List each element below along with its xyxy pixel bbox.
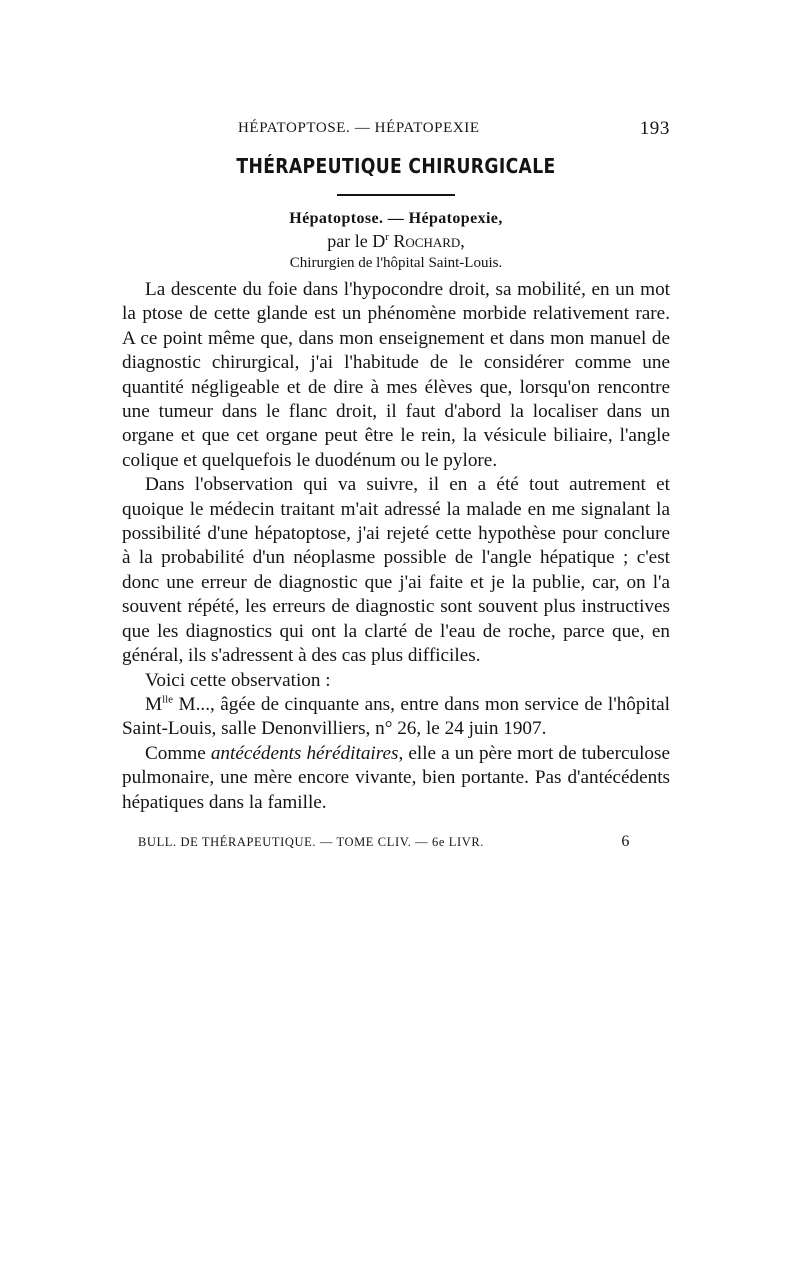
observation-text: M..., âgée de cinquante ans, entre dans mon service de l'hôpital Saint-Louis, salle Denonvilliers, n° 26, le 24 juin 1907.	[122, 693, 670, 740]
paragraph: Voici cette observation :	[145, 669, 331, 691]
author-affiliation: Chirurgien de l'hôpital Saint-Louis.	[289, 255, 503, 271]
paragraph: Dans l'observation qui va suivre, il en a été tout autrement et quoique le médecin traitant m'ait adressé la malade en me signalant la possibilité d'une hépatoptose, j'ai rejeté cette hypothèse pour conclure à la probabilité d'un néoplasme possible de l'angle hépatique ; c'est donc une erreur de diagnostic que j'ai faite et je la publie, car, on l'a souvent répété, les erreurs de diagnostic sont souvent plus instructives que les diagnostics qui ont la clarté de l'eau de roche, parce que, en général, ils s'adressent à des cas plus difficiles.	[122, 474, 670, 667]
antecedents-lead: Comme	[145, 742, 211, 764]
section-title: THÉRAPEUTIQUE CHIRURGICALE	[236, 154, 556, 178]
footer-text: BULL. DE THÉRAPEUTIQUE. — TOME CLIV. — 6e LIVR.	[138, 834, 485, 849]
page	[122, 118, 670, 855]
author-title-sup: r	[385, 231, 389, 243]
article-title: Hépatoptose. — Hépatopexie,	[289, 210, 503, 227]
observation-paragraph	[122, 693, 670, 742]
observation-abbrev-sup: lle	[162, 693, 174, 706]
antecedents-italic: antécédents héréditaires	[210, 742, 399, 764]
author-line	[122, 231, 670, 252]
paragraph: La descente du foie dans l'hypocondre droit, sa mobilité, en un mot la ptose de cette glande est un phénomène morbide relativement rare. A ce point même que, dans mon enseignement et dans mon manuel de diagnostic chirurgical, j'ai l'habitude de le considérer comme une quantité négligeable et de dire à mes élèves que, lorsqu'on rencontre une tumeur dans le flanc droit, il faut d'abord la localiser dans un organe et que cet organe peut être le rein, la vésicule biliaire, l'angle colique et quelquefois le duodénum ou le pylore.	[122, 279, 670, 471]
page-footer	[122, 832, 670, 855]
page-number: 193	[639, 118, 670, 139]
title-divider	[337, 194, 455, 196]
observation-abbrev: M	[145, 693, 163, 715]
antecedents-text: , elle a un père mort de tuberculose pulmonaire, une mère encore vivante, bien portante. Pas d'antécédents hépatiques dans la famille.	[122, 742, 670, 813]
author-prefix: par le D	[327, 231, 386, 251]
running-title: HÉPATOPTOSE. — HÉPATOPEXIE	[238, 120, 480, 136]
antecedents-paragraph	[122, 742, 670, 815]
article-body	[122, 278, 670, 815]
signature-mark: 6	[621, 832, 630, 850]
running-head	[122, 118, 670, 144]
author-name: Rochard,	[393, 231, 465, 251]
